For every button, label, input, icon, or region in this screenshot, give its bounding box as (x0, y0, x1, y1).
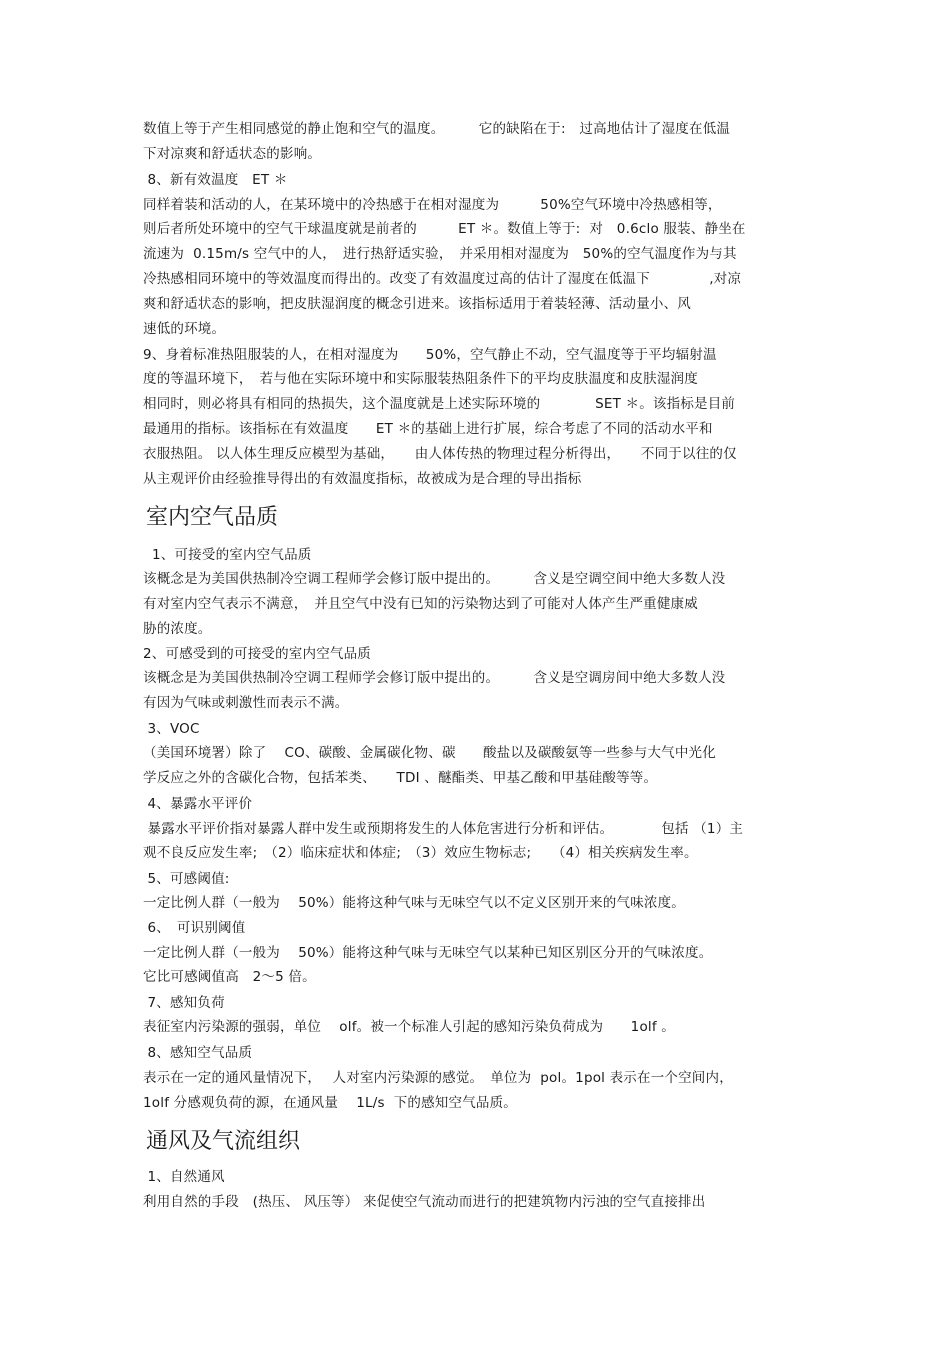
text-line: 一定比例人群（一般为 50%）能将这种气味与无味空气以不定义区别开来的气味浓度。 (143, 895, 685, 911)
text-line: 7、感知负荷 (143, 995, 225, 1011)
section-heading: 通风及气流组织 (146, 1129, 301, 1154)
text-line: 数值上等于产生相同感觉的静止饱和空气的温度。 它的缺陷在于: 过高地估计了湿度在低温 (143, 121, 731, 137)
text-line: 表征室内污染源的强弱，单位 olf。被一个标准人引起的感知污染负荷成为 1olf 。 (143, 1019, 675, 1035)
text-line: 同样着装和活动的人，在某环境中的冷热感于在相对湿度为 50%空气环境中冷热感相等， (143, 197, 722, 213)
text-line: 一定比例人群（一般为 50%）能将这种气味与无味空气以某种已知区别区分开的气味浓度。 (143, 945, 713, 961)
text-line: 最通用的指标。该指标在有效温度 ET ＊的基础上进行扩展，综合考虑了不同的活动水平和 (143, 421, 713, 437)
text-line: 下对凉爽和舒适状态的影响。 (143, 146, 322, 162)
text-line: 则后者所处环境中的空气干球温度就是前者的 ET ＊。数值上等于: 对 0.6clo 服装、静坐在 (143, 221, 746, 237)
text-line: 1、自然通风 (143, 1169, 225, 1185)
text-line: 有因为气味或刺激性而表示不满。 (143, 695, 349, 711)
text-line: 衣服热阻。 以人体生理反应模型为基础， 由人体传热的物理过程分析得出， 不同于以往的仅 (143, 446, 737, 462)
text-line: 它比可感阈值高 2～5 倍。 (143, 969, 316, 985)
text-line: 2、可感受到的可接受的室内空气品质 (143, 646, 371, 662)
text-line: 度的等温环境下， 若与他在实际环境中和实际服装热阻条件下的平均皮肤温度和皮肤湿润度 (143, 371, 698, 387)
text-line: 速低的环境。 (143, 321, 226, 337)
text-line: 8、新有效温度 ET ＊ (143, 172, 288, 188)
text-line: 学反应之外的含碳化合物，包括苯类、 TDI 、醚酯类、甲基乙酸和甲基硅酸等等。 (143, 770, 658, 786)
text-line: 6、 可识别阈值 (143, 920, 246, 936)
text-line: 8、感知空气品质 (143, 1045, 253, 1061)
text-line: 该概念是为美国供热制冷空调工程师学会修订版中提出的。 含义是空调空间中绝大多数人没 (143, 571, 726, 587)
text-line: 1、可接受的室内空气品质 (143, 547, 312, 563)
text-line: 1olf 分感观负荷的源，在通风量 1L/s 下的感知空气品质。 (143, 1095, 518, 1111)
text-line: 冷热感相同环境中的等效温度而得出的。改变了有效温度过高的估计了湿度在低温下 ,对凉 (143, 271, 742, 287)
text-line: 该概念是为美国供热制冷空调工程师学会修订版中提出的。 含义是空调房间中绝大多数人没 (143, 670, 726, 686)
text-line: 有对室内空气表示不满意， 并且空气中没有已知的污染物达到了可能对人体产生严重健康威 (143, 596, 698, 612)
text-line: 利用自然的手段 (热压、 风压等） 来促使空气流动而进行的把建筑物内污浊的空气直接排出 (143, 1194, 706, 1210)
text-line: 观不良反应发生率; （2）临床症状和体症; （3）效应生物标志; （4）相关疾病发生率。 (143, 845, 698, 861)
text-line: 爽和舒适状态的影响，把皮肤湿润度的概念引进来。该指标适用于着装轻薄、活动量小、风 (143, 296, 691, 312)
section-heading: 室内空气品质 (146, 505, 279, 530)
text-line: 9、身着标准热阻服装的人，在相对湿度为 50%，空气静止不动，空气温度等于平均辐射温 (143, 347, 717, 363)
text-line: 5、可感阈值: (143, 871, 230, 887)
text-line: 从主观评价由经验推导得出的有效温度指标，故被成为是合理的导出指标 (143, 471, 582, 487)
text-line: 胁的浓度。 (143, 621, 212, 637)
text-line: （美国环境署）除了 CO、碳酸、金属碳化物、碳 酸盐以及碳酸氨等一些参与大气中光化 (143, 745, 716, 761)
text-line: 4、暴露水平评价 (143, 796, 253, 812)
text-line: 相同时，则必将具有相同的热损失，这个温度就是上述实际环境的 SET ＊。该指标是目前 (143, 396, 736, 412)
text-line: 暴露水平评价指对暴露人群中发生或预期将发生的人体危害进行分析和评估。 包括 （1）主 (143, 821, 744, 837)
text-line: 3、VOC (143, 721, 200, 737)
text-line: 流速为 0.15m/s 空气中的人， 进行热舒适实验， 并采用相对湿度为 50%的空气温度作为与其 (143, 246, 737, 262)
text-line: 表示在一定的通风量情况下， 人对室内污染源的感觉。 单位为 pol。1pol 表示在一个空间内， (143, 1070, 733, 1086)
